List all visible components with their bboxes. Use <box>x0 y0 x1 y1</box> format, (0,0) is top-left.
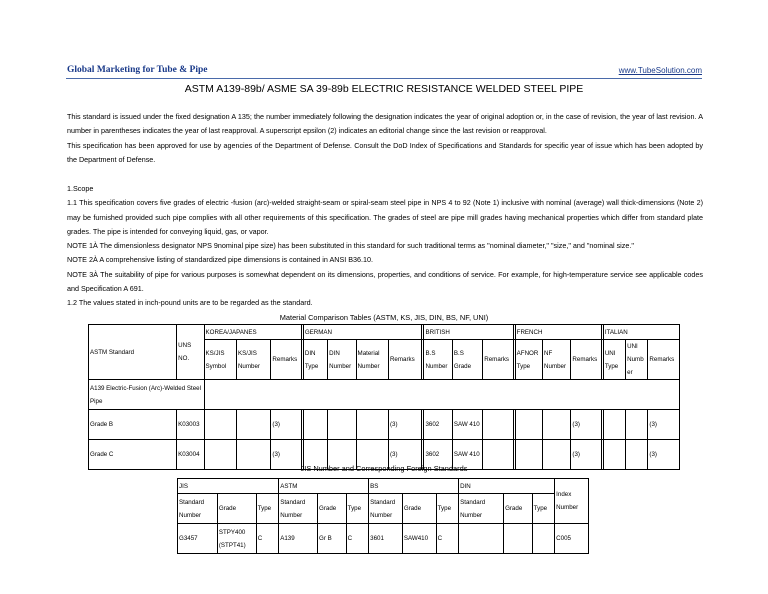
grade-cell: Grade B <box>89 410 177 440</box>
table-row <box>178 494 589 524</box>
col-standard-number: Standard Number <box>178 494 218 524</box>
col-bs-number: B.S Number <box>424 340 452 380</box>
empty-cell <box>204 380 679 410</box>
empty-cell <box>504 524 533 554</box>
group-jis: JIS <box>178 479 279 494</box>
table-row <box>89 380 680 410</box>
table-row <box>178 524 589 554</box>
col-din-remarks: Remarks <box>388 340 421 380</box>
empty-cell <box>328 410 356 440</box>
table2-caption: JIS Number and Corresponding Foreign Standards <box>300 464 468 473</box>
col-ks-jis-number: KS/JIS Number <box>236 340 270 380</box>
empty-cell <box>543 410 571 440</box>
empty-cell <box>515 410 542 440</box>
website-link[interactable]: www.TubeSolution.com <box>618 66 702 75</box>
astm-type-cell: C <box>346 524 368 554</box>
col-afnor-type: AFNOR Type <box>515 340 542 380</box>
col-type: Type <box>436 494 459 524</box>
header-divider <box>66 78 702 79</box>
bs-grade-cell: SAW 410 <box>452 440 482 470</box>
col-uni-type: UNI Type <box>603 340 625 380</box>
empty-cell <box>626 410 648 440</box>
table-row <box>89 325 680 340</box>
jis-standards-table <box>177 478 589 554</box>
fr-remarks-cell: (3) <box>571 440 601 470</box>
fr-remarks-cell: (3) <box>571 410 601 440</box>
col-type: Type <box>256 494 278 524</box>
empty-cell <box>483 410 513 440</box>
col-grade: Grade <box>504 494 533 524</box>
col-grade: Grade <box>318 494 347 524</box>
document-title: ASTM A139-89b/ ASME SA 39-89b ELECTRIC RESISTANCE WELDED STEEL PIPE <box>184 83 584 95</box>
empty-cell <box>532 524 555 554</box>
din-remarks-cell: (3) <box>388 410 421 440</box>
astm-number-cell: A139 <box>279 524 318 554</box>
col-standard-number: Standard Number <box>459 494 504 524</box>
scope-note-1: NOTE 1À The dimensionless designator NPS 9nominal pipe size) has been substituted in this standard for such traditional terms as "nominal diameter," "size," and "nominal size." <box>67 241 634 251</box>
scope-section <box>67 182 703 311</box>
scope-note-2: NOTE 2À A comprehensive listing of standardized pipe dimensions is contained in ANSI B36.10. <box>67 255 374 265</box>
col-grade: Grade <box>402 494 436 524</box>
group-korea-japan: KOREA/JAPANES <box>204 325 301 340</box>
product-name: A139 Electric-Fusion (Arc)-Welded Steel Pipe <box>89 380 205 410</box>
bs-type-cell: C <box>436 524 459 554</box>
empty-cell <box>204 410 236 440</box>
col-index-number: Index Number <box>555 479 589 524</box>
jis-type-cell: C <box>256 524 278 554</box>
col-bs-remarks: Remarks <box>483 340 513 380</box>
scope-heading: 1.Scope <box>67 184 94 193</box>
din-remarks-cell: (3) <box>388 440 421 470</box>
ks-remarks-cell: (3) <box>271 410 301 440</box>
col-din-type: DIN Type <box>303 340 327 380</box>
intro-paragraph-1: This standard is issued under the fixed designation A 135; the number immediately following the designation indicates the year of original adoption or, in the case of revision, the year of last revision. A number in parentheses indicates the year of last reapproval. A superscript epsilon (2) indicates an editorial change since the last revision or reapproval. <box>67 112 703 136</box>
index-number-cell: C005 <box>555 524 589 554</box>
table-row <box>178 479 589 494</box>
col-ks-remarks: Remarks <box>271 340 301 380</box>
table-row <box>89 410 680 440</box>
col-grade: Grade <box>217 494 256 524</box>
group-din: DIN <box>459 479 555 494</box>
empty-cell <box>236 410 270 440</box>
material-comparison-table <box>88 324 680 470</box>
jis-number-cell: G3457 <box>178 524 218 554</box>
grade-cell: Grade C <box>89 440 177 470</box>
empty-cell <box>459 524 504 554</box>
col-type: Type <box>532 494 555 524</box>
uns-cell: K03003 <box>177 410 204 440</box>
col-uni-number: UNI Number <box>626 340 648 380</box>
col-astm-standard: ASTM Standard <box>89 325 177 380</box>
intro-paragraph-2: This specification has been approved for use by agencies of the Department of Defense. Consult the DoD Index of Specifications and Standards for specific year of issue which has been adopted by the Department of Defense. <box>67 140 703 164</box>
it-remarks-cell: (3) <box>648 410 680 440</box>
table1-caption: Material Comparison Tables (ASTM, KS, JIS, DIN, BS, NF, UNI) <box>279 313 489 322</box>
bs-grade-cell: SAW 410 <box>452 410 482 440</box>
bs-number-cell: 3601 <box>369 524 403 554</box>
bs-grade-cell: SAW410 <box>402 524 436 554</box>
company-name: Global Marketing for Tube & Pipe <box>67 65 208 75</box>
bs-number-cell: 3602 <box>424 440 452 470</box>
scope-note-3: NOTE 3À The suitability of pipe for various purposes is somewhat dependent on its dimensions, properties, and conditions of service. For example, for high-temperature service see applicable codes and Specification A 691. <box>67 269 703 294</box>
group-british: BRITISH <box>424 325 513 340</box>
empty-cell <box>356 410 388 440</box>
uns-cell: K03004 <box>177 440 204 470</box>
group-bs: BS <box>369 479 459 494</box>
col-ks-jis-symbol: KS/JIS Symbol <box>204 340 236 380</box>
group-french: FRENCH <box>515 325 601 340</box>
group-astm: ASTM <box>279 479 369 494</box>
col-it-remarks: Remarks <box>648 340 680 380</box>
col-standard-number: Standard Number <box>279 494 318 524</box>
scope-paragraph-1-1: 1.1 This specification covers five grades of electric -fusion (arc)-welded straight-seam or spiral-seam steel pipe in NPS 4 to 92 (Note 1) inclusive with nominal (average) wall thick-dimensions (Note 2) may be furnished provided such pipe complies with all other requirements of this specification. The grades of steel are pipe mill grades having mechanical properties which differ from standard plate grades. The pipe is intended for conveying liquid, gas, or vapor. <box>67 198 703 236</box>
empty-cell <box>603 410 625 440</box>
jis-grade-cell: STPY400 (STPT41) <box>217 524 256 554</box>
col-fr-remarks: Remarks <box>571 340 601 380</box>
empty-cell <box>303 410 327 440</box>
group-italian: ITALIAN <box>603 325 679 340</box>
col-bs-grade: B.S Grade <box>452 340 482 380</box>
it-remarks-cell: (3) <box>648 440 680 470</box>
ks-remarks-cell: (3) <box>271 440 301 470</box>
col-nf-number: NF Number <box>543 340 571 380</box>
astm-grade-cell: Gr B <box>318 524 347 554</box>
col-material-number: Material Number <box>356 340 388 380</box>
col-type: Type <box>346 494 368 524</box>
col-din-number: DIN Number <box>328 340 356 380</box>
intro-section <box>67 110 703 167</box>
bs-number-cell: 3602 <box>424 410 452 440</box>
scope-paragraph-1-2: 1.2 The values stated in inch-pound units are to be regarded as the standard. <box>67 298 313 308</box>
group-german: GERMAN <box>303 325 422 340</box>
col-standard-number: Standard Number <box>369 494 403 524</box>
col-uns-no: UNS NO. <box>177 325 204 380</box>
